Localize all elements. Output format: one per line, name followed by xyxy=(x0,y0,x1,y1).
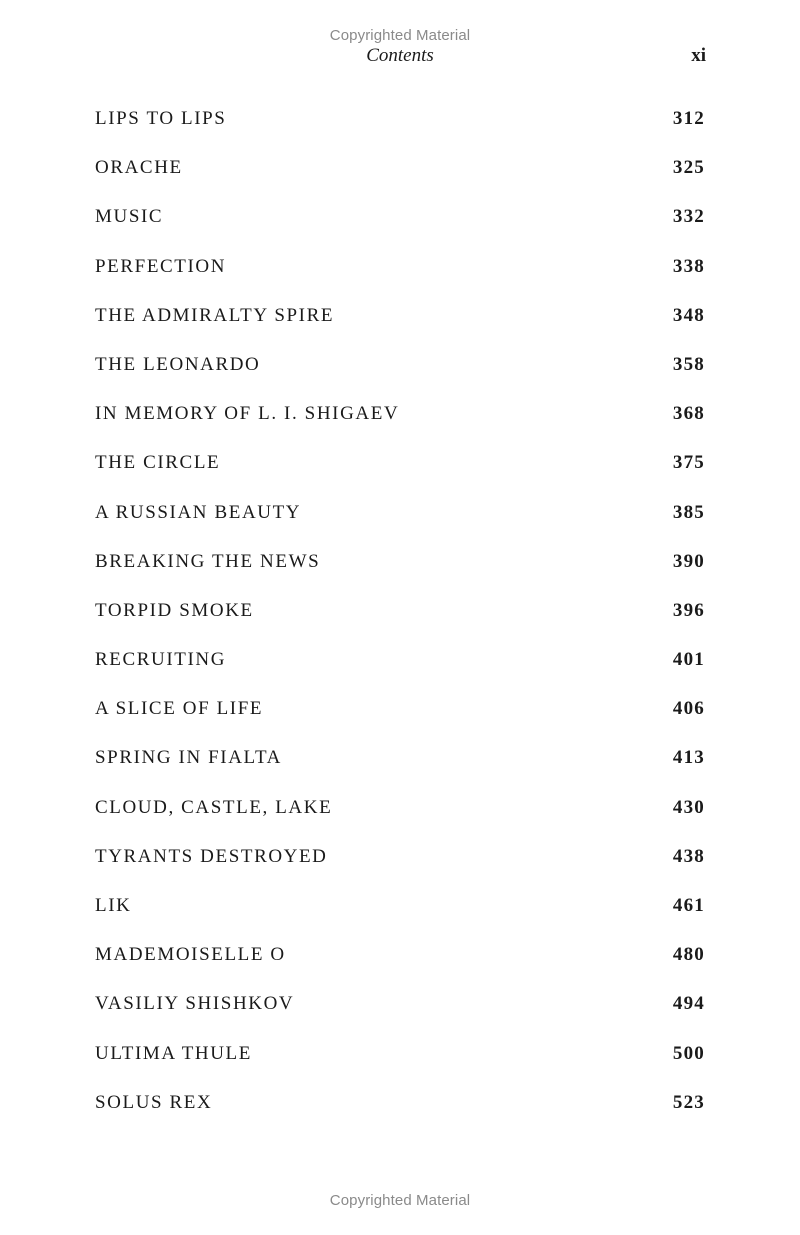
toc-entry-page: 325 xyxy=(672,157,705,179)
toc-entry-title: VASILIY SHISHKOV xyxy=(95,993,295,1015)
toc-entry xyxy=(95,944,705,993)
toc-entry-title: A RUSSIAN BEAUTY xyxy=(95,501,302,523)
watermark-top: Copyrighted Material xyxy=(329,27,471,44)
toc-entry-title: TYRANTS DESTROYED xyxy=(95,845,328,867)
toc-entry xyxy=(95,993,705,1042)
toc-entry xyxy=(95,502,705,551)
toc-entry-title: PERFECTION xyxy=(95,255,227,277)
toc-entry xyxy=(95,452,705,501)
toc-entry-page: 494 xyxy=(672,993,705,1015)
toc-entry-page: 406 xyxy=(672,698,705,720)
running-head: Contents xyxy=(366,45,434,66)
toc-entry xyxy=(95,108,705,157)
table-of-contents xyxy=(95,108,705,1141)
toc-entry-page: 523 xyxy=(672,1091,705,1113)
toc-entry-title: CLOUD, CASTLE, LAKE xyxy=(95,796,333,818)
toc-entry-page: 358 xyxy=(672,353,705,375)
toc-entry-title: SOLUS REX xyxy=(95,1091,213,1113)
toc-entry xyxy=(95,206,705,255)
toc-entry-page: 368 xyxy=(672,403,705,425)
toc-entry-page: 413 xyxy=(672,747,705,769)
toc-entry-title: THE ADMIRALTY SPIRE xyxy=(95,304,335,326)
toc-entry xyxy=(95,551,705,600)
toc-entry-page: 500 xyxy=(672,1042,705,1064)
toc-entry-title: IN MEMORY OF L. I. SHIGAEV xyxy=(95,403,400,425)
toc-entry-title: LIK xyxy=(95,895,132,916)
page-number: xi xyxy=(691,45,706,66)
toc-entry xyxy=(95,895,705,944)
toc-entry-title: MADEMOISELLE O xyxy=(95,944,286,966)
toc-entry xyxy=(95,354,705,403)
toc-entry-page: 401 xyxy=(672,649,705,671)
toc-entry xyxy=(95,256,705,305)
toc-entry xyxy=(95,747,705,796)
toc-entry-title: LIPS TO LIPS xyxy=(95,108,227,129)
toc-entry xyxy=(95,600,705,649)
toc-entry-title: THE LEONARDO xyxy=(95,353,261,375)
toc-entry-page: 332 xyxy=(672,206,705,228)
toc-entry-page: 480 xyxy=(672,944,705,966)
toc-entry xyxy=(95,403,705,452)
toc-entry xyxy=(95,305,705,354)
toc-entry-page: 396 xyxy=(672,599,705,621)
toc-entry-page: 338 xyxy=(672,255,705,277)
toc-entry xyxy=(95,1092,705,1141)
toc-entry-title: ORACHE xyxy=(95,157,183,179)
toc-entry-title: RECRUITING xyxy=(95,649,227,671)
toc-entry xyxy=(95,698,705,747)
toc-entry-title: THE CIRCLE xyxy=(95,452,221,474)
toc-entry-page: 430 xyxy=(672,796,705,818)
toc-entry xyxy=(95,797,705,846)
toc-entry-title: ULTIMA THULE xyxy=(95,1042,252,1064)
toc-entry-page: 348 xyxy=(672,304,705,326)
toc-entry-page: 385 xyxy=(672,501,705,523)
toc-entry xyxy=(95,846,705,895)
toc-entry-page: 461 xyxy=(672,895,705,916)
toc-entry xyxy=(95,157,705,206)
toc-entry-title: BREAKING THE NEWS xyxy=(95,550,321,572)
watermark-bottom: Copyrighted Material xyxy=(329,1192,471,1209)
toc-entry-title: A SLICE OF LIFE xyxy=(95,698,264,720)
toc-entry-title: SPRING IN FIALTA xyxy=(95,747,283,769)
toc-entry-title: TORPID SMOKE xyxy=(95,599,254,621)
toc-entry-page: 312 xyxy=(672,108,705,129)
toc-entry xyxy=(95,649,705,698)
toc-entry-page: 390 xyxy=(672,550,705,572)
toc-entry-page: 375 xyxy=(672,452,705,474)
toc-entry-title: MUSIC xyxy=(95,206,164,228)
toc-entry xyxy=(95,1043,705,1092)
toc-entry-page: 438 xyxy=(672,845,705,867)
